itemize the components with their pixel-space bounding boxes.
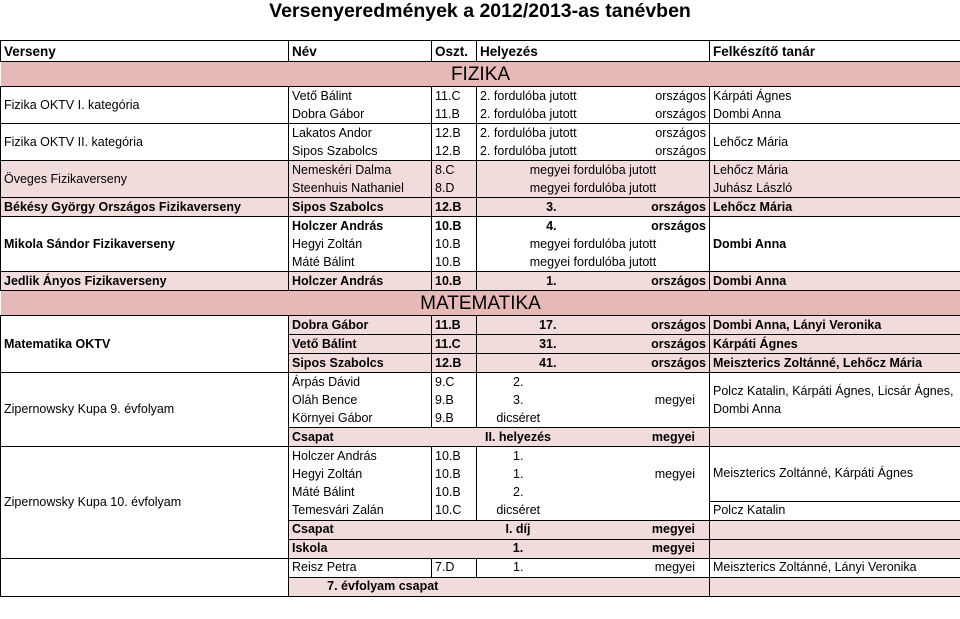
student-name: Máté Bálint bbox=[289, 483, 432, 501]
level: országos bbox=[655, 125, 707, 140]
class: 12.B bbox=[432, 198, 477, 217]
class bbox=[432, 428, 477, 447]
result: 1. bbox=[477, 558, 560, 577]
result: megyei fordulóba jutott bbox=[477, 235, 710, 253]
level: országos bbox=[655, 143, 707, 158]
teacher: Meiszterics Zoltánné, Lehőcz Mária bbox=[710, 354, 960, 373]
table-row bbox=[1, 316, 960, 335]
teacher: Juhász László bbox=[710, 179, 960, 198]
class: 11.B bbox=[432, 316, 477, 335]
table-row bbox=[1, 217, 960, 236]
result: I. díj bbox=[477, 520, 560, 539]
class: 10.B bbox=[432, 483, 477, 501]
result: dicséret bbox=[477, 409, 560, 428]
class: 10.B bbox=[432, 465, 477, 483]
student-name: Árpás Dávid bbox=[289, 373, 432, 392]
class: 10.B bbox=[432, 272, 477, 291]
student-name: Vető Bálint bbox=[289, 87, 432, 106]
level: országos bbox=[560, 316, 710, 335]
class: 10.B bbox=[432, 217, 477, 236]
level: országos bbox=[560, 272, 710, 291]
class: 12.B bbox=[432, 354, 477, 373]
student-name: Dobra Gábor bbox=[289, 105, 432, 124]
level: országos bbox=[560, 198, 710, 217]
result: 3. bbox=[477, 198, 560, 217]
teacher bbox=[710, 577, 960, 596]
result-text: 2. fordulóba jutott bbox=[480, 125, 577, 140]
student-name: Holczer András bbox=[289, 447, 432, 466]
class: 10.C bbox=[432, 501, 477, 520]
student-name: Sipos Szabolcs bbox=[289, 142, 432, 161]
student-name: Holczer András bbox=[289, 217, 432, 236]
result bbox=[477, 87, 710, 106]
result-text: 2. fordulóba jutott bbox=[480, 143, 577, 158]
teacher: Kárpáti Ágnes bbox=[710, 87, 960, 106]
teacher: Dombi Anna bbox=[710, 105, 960, 124]
header-helyezes: Helyezés bbox=[477, 41, 710, 62]
teacher: Dombi Anna, Lányi Veronika bbox=[710, 316, 960, 335]
table-row bbox=[1, 447, 960, 466]
student-name: Hegyi Zoltán bbox=[289, 465, 432, 483]
result: 1. bbox=[477, 447, 560, 466]
result: 1. bbox=[477, 539, 560, 558]
level: országos bbox=[655, 106, 707, 121]
competition-name bbox=[1, 558, 289, 596]
table-row bbox=[1, 272, 960, 291]
student-name: Oláh Bence bbox=[289, 391, 432, 409]
class: 12.B bbox=[432, 142, 477, 161]
student-name: Környei Gábor bbox=[289, 409, 432, 428]
result-text: 2. fordulóba jutott bbox=[480, 88, 577, 103]
result: megyei fordulóba jutott bbox=[477, 179, 710, 198]
result: megyei fordulóba jutott bbox=[477, 161, 710, 180]
teacher: Dombi Anna bbox=[710, 272, 960, 291]
teacher: Lehőcz Mária bbox=[710, 161, 960, 180]
level: országos bbox=[560, 335, 710, 354]
header-oszt: Oszt. bbox=[432, 41, 477, 62]
class: 10.B bbox=[432, 447, 477, 466]
header-row bbox=[1, 41, 960, 62]
class: 9.C bbox=[432, 373, 477, 392]
teacher: Kárpáti Ágnes bbox=[710, 335, 960, 354]
team-name: Iskola bbox=[289, 539, 432, 558]
level: országos bbox=[655, 88, 707, 103]
result: 41. bbox=[477, 354, 560, 373]
table-row bbox=[1, 198, 960, 217]
level: megyei bbox=[560, 447, 710, 502]
level: országos bbox=[560, 354, 710, 373]
student-name: Hegyi Zoltán bbox=[289, 235, 432, 253]
student-name: Holczer András bbox=[289, 272, 432, 291]
result bbox=[477, 577, 560, 596]
competition-name: Fizika OKTV I. kategória bbox=[1, 87, 289, 124]
page-title: Versenyeredmények a 2012/2013-as tanévben bbox=[269, 0, 691, 22]
level bbox=[560, 577, 710, 596]
result: 1. bbox=[477, 465, 560, 483]
teacher: Meiszterics Zoltánné, Lányi Veronika bbox=[710, 558, 960, 577]
student-name: Lakatos Andor bbox=[289, 124, 432, 143]
competition-name: Matematika OKTV bbox=[1, 316, 289, 373]
team-name: 7. évfolyam csapat bbox=[289, 577, 477, 596]
teacher: Polcz Katalin bbox=[710, 501, 960, 520]
student-name: Reisz Petra bbox=[289, 558, 432, 577]
level: megyei bbox=[560, 428, 710, 447]
student-name: Máté Bálint bbox=[289, 253, 432, 272]
class: 10.B bbox=[432, 253, 477, 272]
result bbox=[477, 105, 710, 124]
class: 9.B bbox=[432, 391, 477, 409]
level: megyei bbox=[560, 373, 710, 428]
result: dicséret bbox=[477, 501, 560, 520]
header-tanar: Felkészítő tanár bbox=[710, 41, 960, 62]
level: megyei bbox=[560, 539, 710, 558]
teacher: Lehőcz Mária bbox=[710, 124, 960, 161]
student-name: Sipos Szabolcs bbox=[289, 354, 432, 373]
level: megyei bbox=[560, 558, 710, 577]
result: 4. bbox=[477, 217, 560, 236]
result bbox=[477, 142, 710, 161]
results-table bbox=[0, 40, 960, 597]
competition-name: Jedlik Ányos Fizikaverseny bbox=[1, 272, 289, 291]
class bbox=[432, 520, 477, 539]
class: 8.C bbox=[432, 161, 477, 180]
student-name: Dobra Gábor bbox=[289, 316, 432, 335]
table-row bbox=[1, 373, 960, 392]
result: 2. bbox=[477, 373, 560, 392]
section-matematika bbox=[1, 291, 960, 316]
student-name: Temesvári Zalán bbox=[289, 501, 432, 520]
class: 10.B bbox=[432, 235, 477, 253]
teacher: Polcz Katalin, Kárpáti Ágnes, Licsár Ágnes, Dombi Anna bbox=[710, 373, 960, 428]
section-title-matematika: MATEMATIKA bbox=[1, 291, 960, 316]
competition-name: Öveges Fizikaverseny bbox=[1, 161, 289, 198]
team-name: Csapat bbox=[289, 520, 432, 539]
result-text: 2. fordulóba jutott bbox=[480, 106, 577, 121]
competition-name: Zipernowsky Kupa 9. évfolyam bbox=[1, 373, 289, 447]
class: 11.B bbox=[432, 105, 477, 124]
teacher: Dombi Anna bbox=[710, 217, 960, 272]
teacher bbox=[710, 520, 960, 539]
table-row bbox=[1, 558, 960, 577]
teacher: Meiszterics Zoltánné, Kárpáti Ágnes bbox=[710, 447, 960, 502]
class bbox=[432, 539, 477, 558]
student-name: Vető Bálint bbox=[289, 335, 432, 354]
class: 9.B bbox=[432, 409, 477, 428]
level bbox=[560, 501, 710, 520]
competition-name: Békésy György Országos Fizikaverseny bbox=[1, 198, 289, 217]
class: 8.D bbox=[432, 179, 477, 198]
class: 11.C bbox=[432, 87, 477, 106]
table-row bbox=[1, 124, 960, 143]
section-title-fizika: FIZIKA bbox=[1, 62, 960, 87]
teacher bbox=[710, 539, 960, 558]
student-name: Nemeskéri Dalma bbox=[289, 161, 432, 180]
student-name: Sipos Szabolcs bbox=[289, 198, 432, 217]
result: 1. bbox=[477, 272, 560, 291]
student-name: Steenhuis Nathaniel bbox=[289, 179, 432, 198]
header-nev: Név bbox=[289, 41, 432, 62]
result: megyei fordulóba jutott bbox=[477, 253, 710, 272]
teacher bbox=[710, 428, 960, 447]
level: megyei bbox=[560, 520, 710, 539]
competition-name: Fizika OKTV II. kategória bbox=[1, 124, 289, 161]
header-verseny: Verseny bbox=[1, 41, 289, 62]
class: 11.C bbox=[432, 335, 477, 354]
result bbox=[477, 124, 710, 143]
result: II. helyezés bbox=[477, 428, 560, 447]
teacher: Lehőcz Mária bbox=[710, 198, 960, 217]
result: 2. bbox=[477, 483, 560, 501]
result: 31. bbox=[477, 335, 560, 354]
class: 12.B bbox=[432, 124, 477, 143]
section-fizika bbox=[1, 62, 960, 87]
class: 7.D bbox=[432, 558, 477, 577]
table-row bbox=[1, 87, 960, 106]
level: országos bbox=[651, 218, 707, 233]
team-name: Csapat bbox=[289, 428, 432, 447]
result: 17. bbox=[477, 316, 560, 335]
result: 3. bbox=[477, 391, 560, 409]
competition-name: Mikola Sándor Fizikaverseny bbox=[1, 217, 289, 272]
table-row bbox=[1, 161, 960, 180]
competition-name: Zipernowsky Kupa 10. évfolyam bbox=[1, 447, 289, 559]
